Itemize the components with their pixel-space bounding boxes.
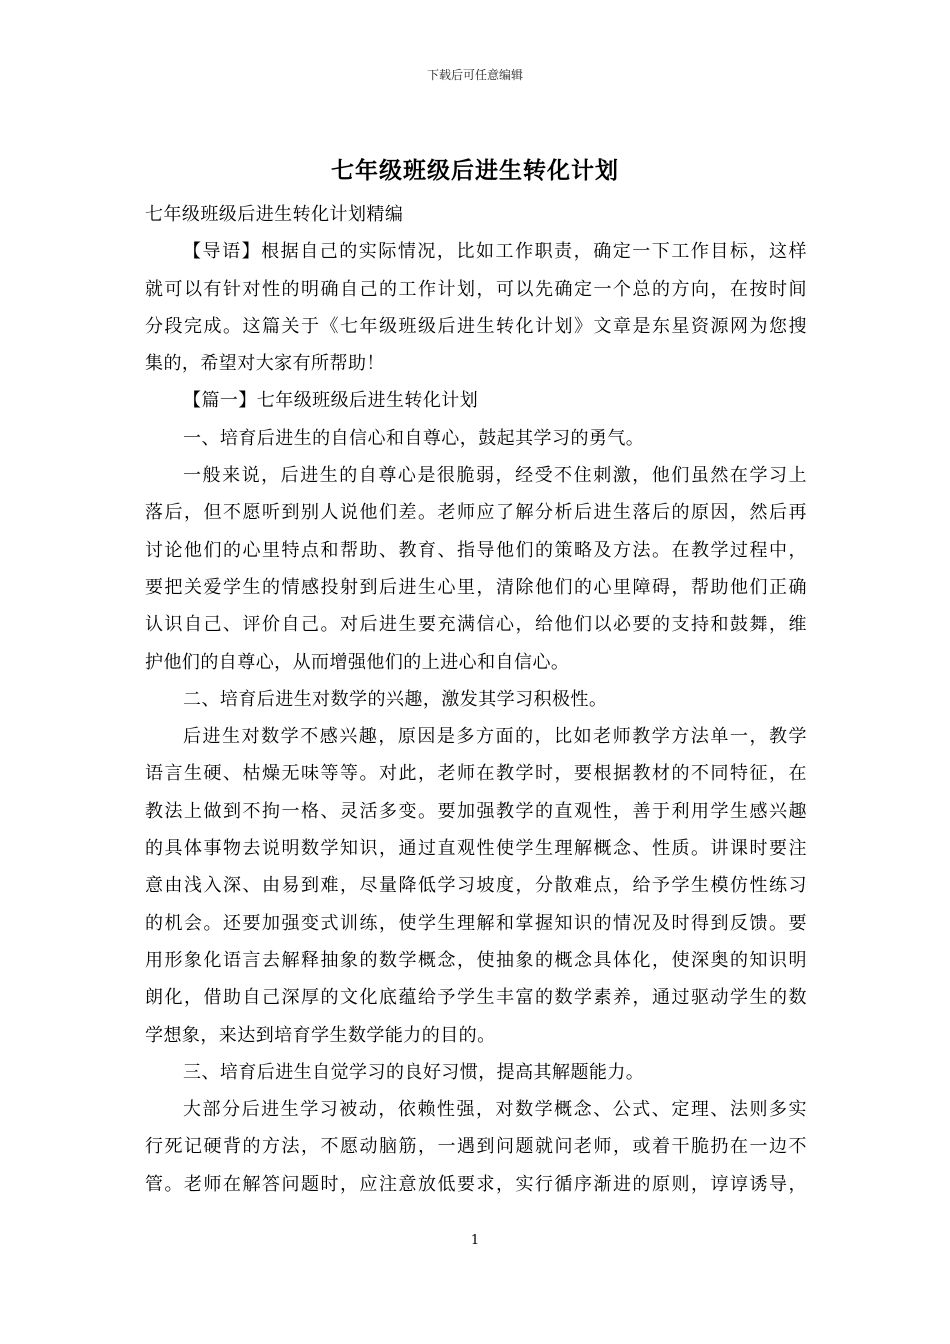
text-line: 要把关爱学生的情感投射到后进生心里，清除他们的心里障碍，帮助他们正确 [145, 576, 807, 598]
text-line: 教法上做到不拘一格、灵活多变。要加强教学的直观性，善于利用学生感兴趣 [145, 800, 807, 822]
text-line: 【导语】根据自己的实际情况，比如工作职责，确定一下工作目标，这样 [183, 241, 807, 263]
text-line: 的具体事物去说明数学知识，通过直观性使学生理解概念、性质。讲课时要注 [145, 838, 807, 860]
text-line: 一、培育后进生的自信心和自尊心，鼓起其学习的勇气。 [183, 427, 645, 449]
text-line: 行死记硬背的方法，不愿动脑筋，一遇到问题就问老师，或着干脆扔在一边不 [145, 1136, 807, 1158]
text-line: 后进生对数学不感兴趣，原因是多方面的，比如老师教学方法单一，教学 [183, 726, 807, 748]
page-header: 下载后可任意编辑 [426, 68, 523, 82]
text-line: 【篇一】七年级班级后进生转化计划 [183, 390, 479, 412]
page-number: 1 [470, 1233, 480, 1248]
text-line: 朗化，借助自己深厚的文化底蕴给予学生丰富的数学素养，通过驱动学生的数 [145, 987, 807, 1009]
text-line: 三、培育后进生自觉学习的良好习惯，提高其解题能力。 [183, 1061, 645, 1083]
text-line: 认识自己、评价自己。对后进生要充满信心，给他们以必要的支持和鼓舞，维 [145, 614, 807, 636]
text-line: 语言生硬、枯燥无味等等。对此，老师在教学时，要根据教材的不同特征，在 [145, 763, 807, 785]
document-title: 七年级班级后进生转化计划 [331, 157, 619, 184]
text-line: 的机会。还要加强变式训练，使学生理解和掌握知识的情况及时得到反馈。要 [145, 912, 807, 934]
document-subtitle: 七年级班级后进生转化计划精编 [145, 204, 404, 225]
text-line: 二、培育后进生对数学的兴趣，激发其学习积极性。 [183, 688, 608, 710]
text-line: 用形象化语言去解释抽象的数学概念，使抽象的概念具体化，使深奥的知识明 [145, 949, 807, 971]
text-line: 讨论他们的心里特点和帮助、教育、指导他们的策略及方法。在教学过程中， [145, 539, 807, 561]
text-line: 一般来说，后进生的自尊心是很脆弱，经受不住刺激，他们虽然在学习上 [183, 465, 807, 487]
text-line: 集的，希望对大家有所帮助！ [145, 353, 385, 375]
text-line: 护他们的自尊心，从而增强他们的上进心和自信心。 [145, 651, 570, 673]
text-line: 意由浅入深、由易到难，尽量降低学习坡度，分散难点，给予学生模仿性练习 [145, 875, 807, 897]
text-line: 落后，但不愿听到别人说他们差。老师应了解分析后进生落后的原因，然后再 [145, 502, 807, 524]
text-line: 就可以有针对性的明确自己的工作计划，可以先确定一个总的方向，在按时间 [145, 278, 807, 300]
text-line: 分段完成。这篇关于《七年级班级后进生转化计划》文章是东星资源网为您搜 [145, 315, 807, 337]
text-line: 管。老师在解答问题时，应注意放低要求，实行循序渐进的原则，谆谆诱导， [145, 1173, 807, 1195]
text-line: 学想象，来达到培育学生数学能力的目的。 [145, 1024, 496, 1046]
text-line: 大部分后进生学习被动，依赖性强，对数学概念、公式、定理、法则多实 [183, 1099, 807, 1121]
document-body [145, 196, 807, 1203]
paragraph-lines [145, 233, 807, 1203]
